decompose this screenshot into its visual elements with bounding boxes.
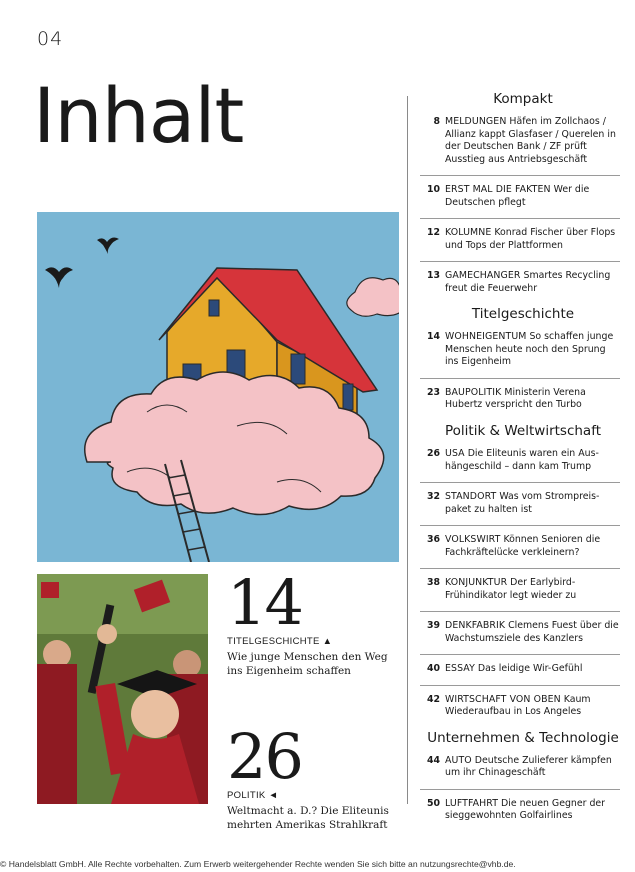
toc-text: Die Eliteunis waren ein Aus-hängeschild – dann kam Trump [445, 448, 599, 472]
toc-entry[interactable] [420, 755, 620, 790]
toc-keyword: ERST MAL DIE FAKTEN [445, 184, 551, 196]
toc-text: Wer die Deutschen pflegt [445, 184, 590, 208]
toc-section-heading: Politik & Weltwirtschaft [444, 422, 602, 439]
toc-keyword: KOLUMNE [445, 227, 492, 239]
toc-section-unternehmen [420, 731, 620, 823]
graduation-photo [37, 574, 208, 804]
toc-text: Ministerin Verena Hubertz verspricht den Turbo [445, 386, 586, 411]
toc-text: Die neuen Gegner der sieggewohnten Golfairlines [445, 797, 606, 822]
toc-text: Deutsche Zulieferer kämpfen um ihr Chinageschäft [445, 754, 612, 779]
feature-description: Wie junge Menschen den Weg ins Eigenheim schaffen [227, 651, 388, 678]
toc-text: Häfen im Zollchaos / Allianz kappt Glasfaser / Querelen in der Deutschen Bank / ZF prüft Ausstieg aus Antriebsgeschäft [445, 116, 616, 165]
toc-keyword: STANDORT [445, 491, 497, 503]
toc-text: Was vom Strompreis-paket zu halten ist [445, 491, 600, 515]
toc-keyword: ESSAY [445, 663, 475, 675]
cover-illustration [37, 212, 399, 562]
toc-page-number: 42 [426, 693, 440, 705]
feature-label: POLITIK ◄ [227, 790, 279, 801]
toc-entry[interactable] [420, 448, 620, 483]
feature-teaser[interactable] [227, 720, 397, 832]
toc-entry[interactable] [420, 663, 620, 686]
toc-page-number: 50 [426, 797, 440, 809]
feature-teaser[interactable] [227, 566, 397, 678]
toc-keyword: LUFTFAHRT [445, 797, 499, 809]
toc-keyword: WIRTSCHAFT VON OBEN [445, 693, 561, 705]
toc-keyword: MELDUNGEN [445, 116, 507, 128]
feature-number: 14 [227, 566, 302, 639]
toc-keyword: BAUPOLITIK [445, 386, 502, 398]
toc-page-number: 13 [426, 270, 440, 282]
toc-section-heading: Kompakt [493, 91, 553, 107]
toc-section-heading: Unternehmen & Technologie [427, 729, 619, 746]
toc-entry[interactable] [420, 491, 620, 526]
toc-text: Können Senioren die Fachkräftelücke verkleinern? [445, 534, 601, 558]
toc-text: Das leidige Wir-Gefühl [477, 663, 583, 675]
toc-page-number: 8 [433, 116, 440, 128]
toc-keyword: WOHNEIGENTUM [445, 331, 527, 343]
toc-page-number: 14 [426, 331, 440, 343]
toc-section-kompakt [420, 92, 620, 295]
toc-entry[interactable] [420, 184, 620, 219]
toc-text: Clemens Fuest über die Wachstumsziele des Kanzlers [445, 620, 619, 644]
toc-keyword: GAMECHANGER [445, 270, 521, 282]
toc-entry[interactable] [420, 116, 620, 176]
toc-entry[interactable] [420, 387, 620, 412]
toc-section-politik [420, 424, 620, 719]
toc-text: So schaffen junge Menschen heute noch den Sprung ins Eigenheim [445, 331, 614, 368]
page-title: Inhalt [33, 71, 244, 160]
toc-section-heading: Titelgeschichte [471, 306, 575, 323]
toc-keyword: KONJUNKTUR [445, 577, 508, 589]
toc-keyword: DENKFABRIK [445, 620, 506, 632]
table-of-contents [420, 92, 620, 835]
toc-entry[interactable] [420, 620, 620, 655]
toc-keyword: VOLKSWIRT [445, 534, 501, 546]
toc-entry[interactable] [420, 331, 620, 379]
toc-entry[interactable] [420, 534, 620, 569]
column-divider [407, 96, 408, 804]
toc-section-titelgeschichte [420, 307, 620, 412]
toc-page-number: 36 [426, 534, 440, 546]
toc-text: Der Earlybird-Frühindikator legt wieder zu [445, 577, 577, 601]
toc-keyword: AUTO [445, 754, 472, 766]
toc-page-number: 32 [426, 491, 440, 503]
toc-page-number: 23 [426, 386, 440, 398]
toc-page-number: 44 [426, 754, 440, 766]
toc-entry[interactable] [420, 694, 620, 719]
toc-entry[interactable] [420, 798, 620, 823]
toc-page-number: 39 [426, 620, 440, 632]
page-number: 04 [37, 28, 64, 50]
feature-number: 26 [227, 720, 302, 793]
toc-text: Konrad Fischer über Flops und Tops der Plattformen [445, 227, 616, 251]
toc-text: Kaum Wiederaufbau in Los Angeles [445, 693, 591, 718]
feature-description: Weltmacht a. D.? Die Eliteunis mehrten Amerikas Strahlkraft [227, 805, 389, 832]
toc-page-number: 12 [426, 227, 440, 239]
toc-entry[interactable] [420, 577, 620, 612]
copyright-footer: © Handelsblatt GmbH. Alle Rechte vorbehalten. Zum Erwerb weitergehender Rechte wenden Sie sich bitte an nutzungsrechte@vhb.de. [0, 859, 516, 869]
toc-page-number: 26 [426, 448, 440, 460]
toc-page-number: 40 [426, 663, 440, 675]
toc-entry[interactable] [420, 270, 620, 295]
feature-label: TITELGESCHICHTE ▲ [227, 636, 333, 647]
toc-page-number: 10 [426, 184, 440, 196]
toc-keyword: USA [445, 448, 465, 460]
toc-text: Smartes Recycling freut die Feuerwehr [445, 270, 611, 294]
toc-page-number: 38 [426, 577, 440, 589]
toc-entry[interactable] [420, 227, 620, 262]
